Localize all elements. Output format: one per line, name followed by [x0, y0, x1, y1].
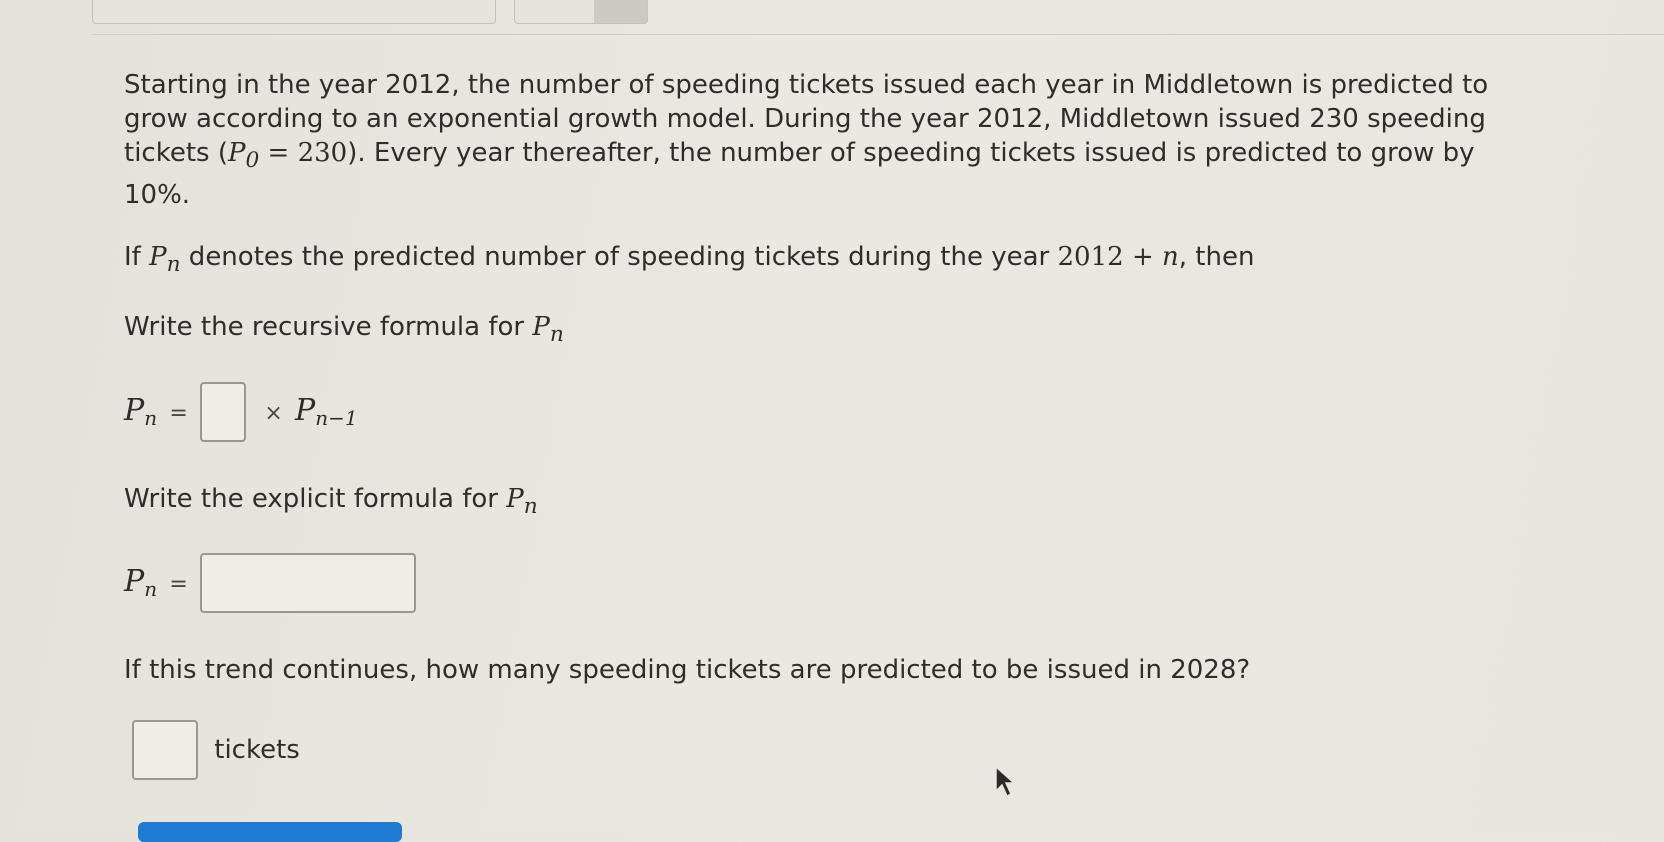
recursive-prompt: Write the recursive formula for $P_n$ [124, 312, 564, 348]
header-divider [92, 34, 1664, 35]
explicit-formula: $P_n$ = [124, 553, 416, 613]
submit-button[interactable] [138, 822, 402, 842]
explicit-prompt: Write the explicit formula for $P_n$ [124, 484, 538, 520]
tickets-unit-label: tickets [214, 735, 300, 765]
problem-statement: Starting in the year 2012, the number of speeding tickets issued each year in Middletown is predicted to grow according to an exponential growth model. During the year 2012, Middletown issued 230 speeding tickets $(P_0 = 230)$. Every year thereafter, the number of speeding tickets issued is predicted to grow by 10%. [124, 70, 1489, 211]
definition-line: If $P_n$ denotes the predicted number of speeding tickets during the year 2012 + n, then [124, 242, 1255, 278]
tickets-input[interactable] [132, 720, 198, 780]
prediction-answer-row [132, 720, 300, 780]
recursive-multiplier-input[interactable] [200, 382, 246, 442]
mouse-pointer-icon [994, 765, 1018, 799]
top-right-button[interactable] [514, 0, 648, 24]
recursive-formula: $P_n$ = × $P_{n-1}$ [124, 382, 358, 442]
prediction-question: If this trend continues, how many speeding tickets are predicted to be issued in 2028? [124, 655, 1251, 685]
p0-variable: $P_0$ [228, 138, 260, 174]
top-left-button[interactable] [92, 0, 496, 24]
explicit-formula-input[interactable] [200, 553, 416, 613]
